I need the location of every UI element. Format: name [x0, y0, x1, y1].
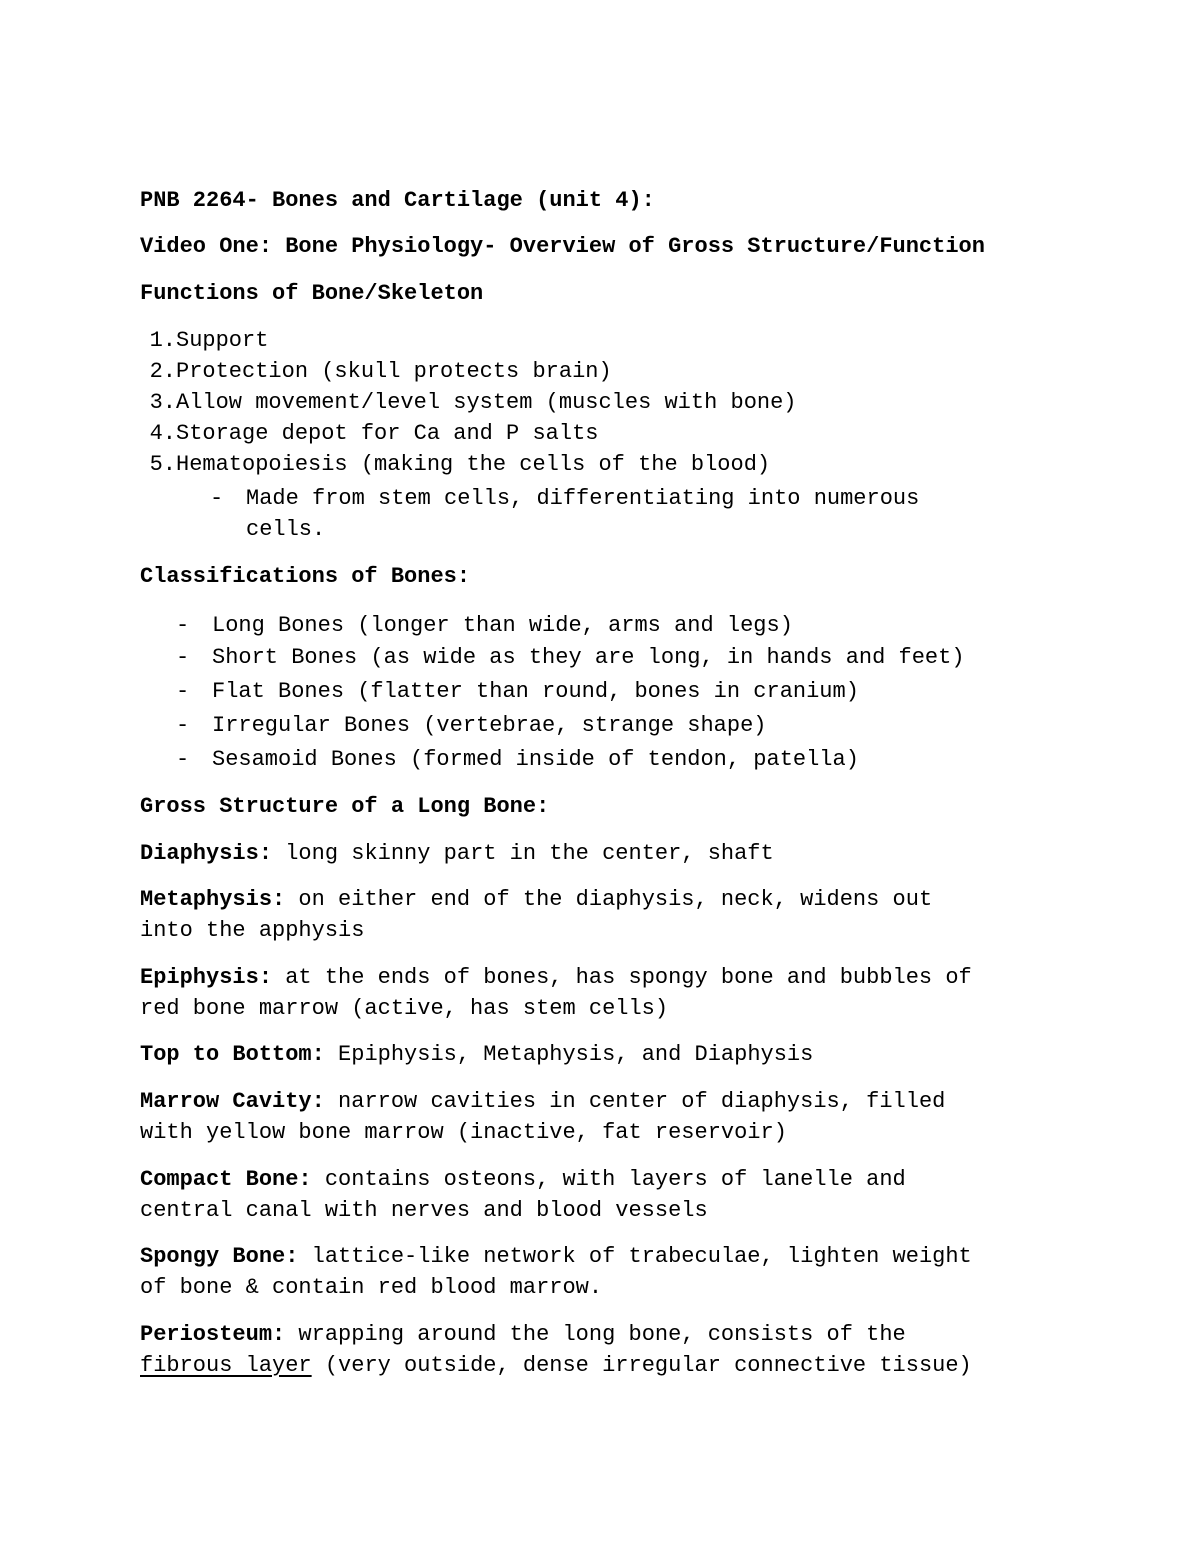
definition-marrow-cavity — [140, 1086, 945, 1117]
definition-term: Marrow Cavity: — [140, 1089, 325, 1114]
list-number: 2. — [149, 359, 176, 384]
definition-text: wrapping around the long bone, consists of the — [285, 1322, 906, 1347]
underlined-term: fibrous layer — [140, 1353, 312, 1378]
definition-term: Diaphysis: — [140, 841, 273, 866]
dash-bullet: - — [176, 747, 190, 772]
list-item — [140, 610, 793, 641]
functions-heading: Functions of Bone/Skeleton — [140, 281, 484, 306]
definition-metaphysis — [140, 884, 932, 915]
list-item-text: Allow movement/level system (muscles with bone) — [176, 390, 797, 415]
list-item — [140, 449, 770, 480]
definition-continuation — [140, 1350, 972, 1381]
definition-text: Epiphysis, Metaphysis, and Diaphysis — [324, 1042, 814, 1067]
list-item-text: Hematopoiesis (making the cells of the blood) — [176, 452, 771, 477]
definition-epiphysis — [140, 962, 972, 993]
definition-term: Spongy Bone: — [140, 1244, 299, 1269]
definition-spongy-bone — [140, 1241, 972, 1272]
definition-periosteum — [140, 1319, 906, 1350]
list-item-text: Short Bones (as wide as they are long, in hands and feet) — [212, 645, 965, 670]
list-item — [140, 710, 767, 741]
list-number: 5. — [149, 452, 176, 477]
definition-continuation: red bone marrow (active, has stem cells) — [140, 996, 669, 1021]
definition-term: Periosteum: — [140, 1322, 286, 1347]
definition-text: at the ends of bones, has spongy bone and bubbles of — [272, 965, 972, 990]
definition-text: long skinny part in the center, shaft — [272, 841, 774, 866]
classifications-heading: Classifications of Bones: — [140, 564, 471, 589]
list-item — [140, 642, 965, 673]
dash-bullet: - — [176, 645, 190, 670]
list-item-text: Storage depot for Ca and P salts — [176, 421, 599, 446]
dash-bullet: - — [176, 679, 190, 704]
dash-bullet: - — [176, 713, 190, 738]
definition-text: (very outside, dense irregular connective tissue) — [311, 1353, 972, 1378]
dash-bullet: - — [210, 486, 224, 511]
list-item — [140, 418, 598, 449]
list-item-text: Support — [176, 328, 269, 353]
list-number: 3. — [149, 390, 176, 415]
document-title: PNB 2264- Bones and Cartilage (unit 4): — [140, 188, 655, 213]
dash-bullet: - — [176, 613, 190, 638]
list-number: 4. — [149, 421, 176, 446]
list-item-text: Protection (skull protects brain) — [176, 359, 612, 384]
list-item-text: Long Bones (longer than wide, arms and legs) — [212, 613, 793, 638]
definition-text: narrow cavities in center of diaphysis, filled — [324, 1089, 946, 1114]
sub-list-item-text: Made from stem cells, differentiating into numerous — [246, 486, 920, 511]
list-item-text: Sesamoid Bones (formed inside of tendon, patella) — [212, 747, 859, 772]
definition-continuation: of bone & contain red blood marrow. — [140, 1275, 603, 1300]
definition-continuation: into the apphysis — [140, 918, 365, 943]
list-item — [140, 744, 859, 775]
list-item-text: Irregular Bones (vertebrae, strange shape) — [212, 713, 767, 738]
list-item — [140, 676, 859, 707]
list-item — [140, 325, 268, 356]
definition-diaphysis — [140, 838, 774, 869]
list-item-text: Flat Bones (flatter than round, bones in cranium) — [212, 679, 859, 704]
list-number: 1. — [149, 328, 176, 353]
definition-continuation: with yellow bone marrow (inactive, fat reservoir) — [140, 1120, 787, 1145]
definition-term: Compact Bone: — [140, 1167, 312, 1192]
definition-continuation: central canal with nerves and blood vessels — [140, 1198, 708, 1223]
sub-list-item-continuation: cells. — [246, 517, 326, 542]
definition-top-to-bottom — [140, 1039, 813, 1070]
sub-list-item — [140, 483, 919, 514]
definition-term: Top to Bottom: — [140, 1042, 325, 1067]
definition-term: Metaphysis: — [140, 887, 286, 912]
definition-compact-bone — [140, 1164, 906, 1195]
definition-text: on either end of the diaphysis, neck, widens out — [285, 887, 933, 912]
list-item — [140, 387, 797, 418]
list-item — [140, 356, 612, 387]
definition-text: contains osteons, with layers of lanelle and — [311, 1167, 906, 1192]
definition-text: lattice-like network of trabeculae, lighten weight — [298, 1244, 972, 1269]
definition-term: Epiphysis: — [140, 965, 273, 990]
gross-structure-heading: Gross Structure of a Long Bone: — [140, 794, 550, 819]
video-title: Video One: Bone Physiology- Overview of Gross Structure/Function — [140, 234, 985, 259]
